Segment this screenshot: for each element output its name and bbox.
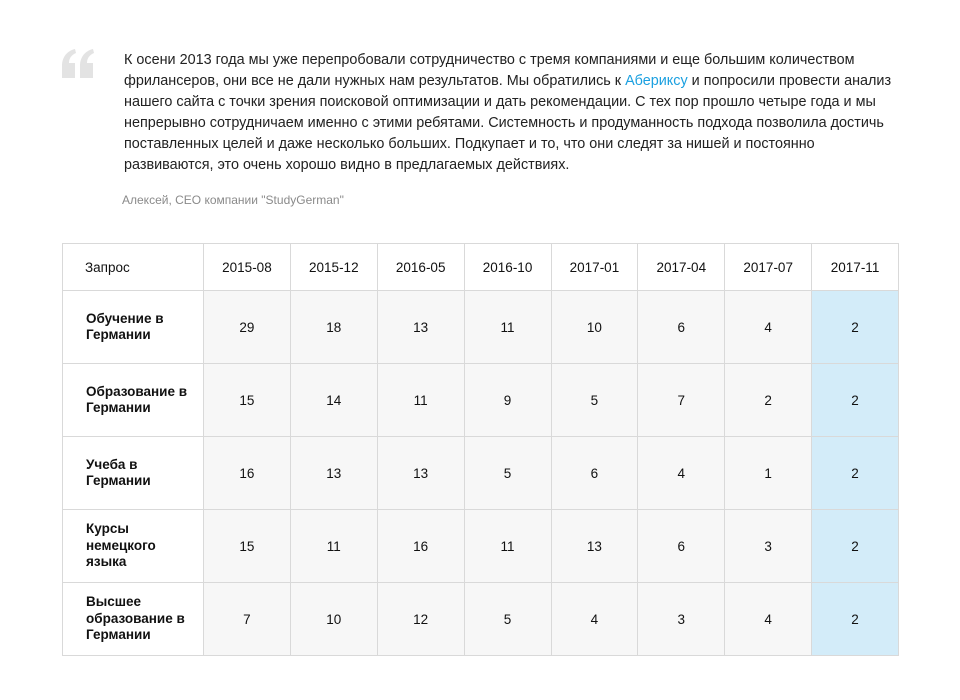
date-column-header-current: 2017-11 <box>812 244 899 291</box>
rank-cell: 14 <box>290 364 377 437</box>
rank-cell: 3 <box>638 583 725 656</box>
table-row <box>63 291 899 364</box>
query-column-header: Запрос <box>63 244 204 291</box>
rank-cell: 11 <box>290 510 377 583</box>
testimonial-text-after-link: и попросили провести анализ нашего сайта с точки зрения поисковой оптимизации и дать рекомендации. С тех пор прошло четыре года и мы непрерывно сотрудничаем именно с этими ребятами. Системность и продуманность подхода позволила достичь поставленных целей и даже несколько больших. Подкупает и то, что они следят за нишей и постоянно развиваются, это очень хорошо видно в предлагаемых действиях. <box>124 73 892 173</box>
rank-cell-current: 2 <box>812 364 899 437</box>
rank-cell-current: 2 <box>812 437 899 510</box>
rank-cell: 4 <box>725 291 812 364</box>
quote-icon <box>60 48 96 82</box>
rank-cell: 9 <box>464 364 551 437</box>
rank-cell-current: 2 <box>812 510 899 583</box>
rank-cell: 6 <box>638 510 725 583</box>
date-column-header: 2017-01 <box>551 244 638 291</box>
rank-cell-current: 2 <box>812 291 899 364</box>
rank-cell: 7 <box>204 583 291 656</box>
testimonial-author: Алексей, CEO компании "StudyGerman" <box>122 193 344 207</box>
aberiks-link[interactable]: Абериксу <box>625 73 688 89</box>
rank-cell: 15 <box>204 364 291 437</box>
rank-cell: 5 <box>464 437 551 510</box>
rank-cell: 11 <box>464 291 551 364</box>
rank-cell: 16 <box>204 437 291 510</box>
testimonial-text-before-link: К осени 2013 года мы уже перепробовали сотрудничество с тремя компаниями и еще большим количеством фрилансеров, они все не дали нужных нам результатов. Мы обратились к <box>124 52 855 89</box>
table-row <box>63 364 899 437</box>
rank-cell: 2 <box>725 364 812 437</box>
table-row <box>63 583 899 656</box>
query-cell: Образование в Германии <box>63 364 204 437</box>
rank-cell: 18 <box>290 291 377 364</box>
rankings-table <box>62 243 899 656</box>
query-cell: Курсы немецкого языка <box>63 510 204 583</box>
rank-cell: 6 <box>638 291 725 364</box>
table-row <box>63 437 899 510</box>
query-cell: Обучение в Германии <box>63 291 204 364</box>
table-row <box>63 510 899 583</box>
rank-cell: 10 <box>551 291 638 364</box>
rank-cell: 1 <box>725 437 812 510</box>
date-column-header: 2015-08 <box>204 244 291 291</box>
rank-cell: 4 <box>551 583 638 656</box>
query-cell: Высшее образование в Германии <box>63 583 204 656</box>
date-column-header: 2017-04 <box>638 244 725 291</box>
rank-cell: 4 <box>725 583 812 656</box>
rank-cell: 10 <box>290 583 377 656</box>
rank-cell: 15 <box>204 510 291 583</box>
rank-cell: 29 <box>204 291 291 364</box>
date-column-header: 2016-10 <box>464 244 551 291</box>
date-column-header: 2017-07 <box>725 244 812 291</box>
rank-cell: 7 <box>638 364 725 437</box>
rank-cell: 13 <box>377 291 464 364</box>
rank-cell: 16 <box>377 510 464 583</box>
rank-cell: 13 <box>551 510 638 583</box>
rank-cell: 3 <box>725 510 812 583</box>
rank-cell: 11 <box>464 510 551 583</box>
rank-cell: 13 <box>377 437 464 510</box>
table-header-row <box>63 244 899 291</box>
rank-cell: 6 <box>551 437 638 510</box>
rank-cell: 11 <box>377 364 464 437</box>
rank-cell: 4 <box>638 437 725 510</box>
rank-cell: 5 <box>551 364 638 437</box>
rank-cell-current: 2 <box>812 583 899 656</box>
date-column-header: 2015-12 <box>290 244 377 291</box>
rank-cell: 5 <box>464 583 551 656</box>
rank-cell: 13 <box>290 437 377 510</box>
rank-cell: 12 <box>377 583 464 656</box>
date-column-header: 2016-05 <box>377 244 464 291</box>
testimonial-text <box>124 50 900 176</box>
query-cell: Учеба в Германии <box>63 437 204 510</box>
